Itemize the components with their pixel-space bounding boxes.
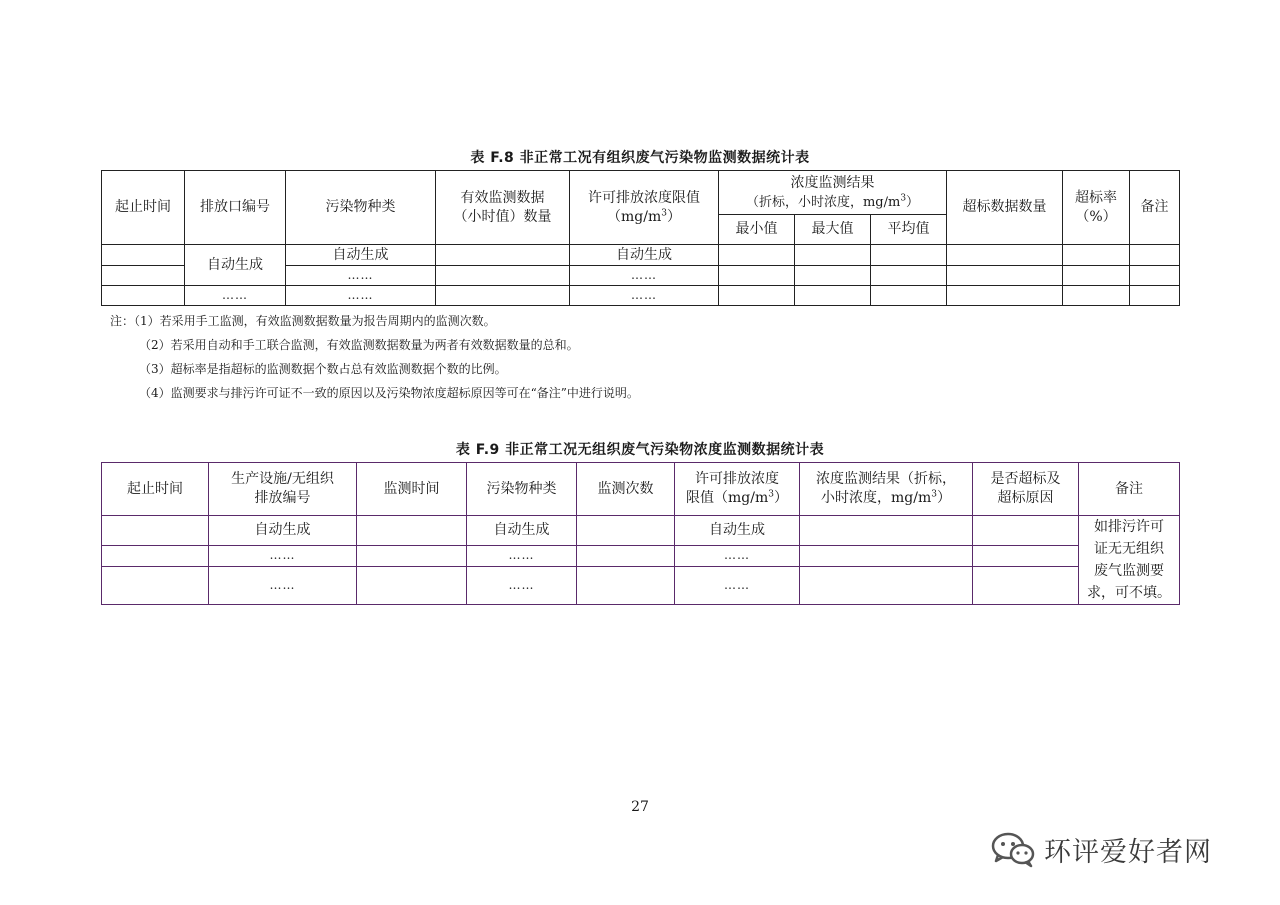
header-avg: 平均值 [871, 215, 947, 245]
header-exceed-rate [1063, 171, 1130, 245]
cell [436, 286, 570, 306]
cell [436, 245, 570, 266]
cell-outlet-auto: 自动生成 [185, 245, 286, 286]
header-valid-count-line2: （小时值）数量 [453, 208, 552, 225]
note-1: 注：（1）若采用手工监测，有效监测数据数量为报告周期内的监测次数。 [110, 314, 496, 328]
cell [871, 266, 947, 286]
cell [1063, 266, 1130, 286]
table-row [102, 516, 1180, 546]
cell-ellipsis: …… [209, 566, 357, 604]
header-facility [209, 463, 357, 516]
cell-ellipsis: …… [286, 286, 436, 306]
cell-ellipsis: …… [467, 566, 577, 604]
header-concentration-result [719, 171, 947, 215]
header-permit-limit-line2: 限值$(mg/m^3)$ [686, 489, 788, 506]
cell-limit-auto: 自动生成 [570, 245, 719, 266]
header-permit-limit-line2: $(mg/m^3)$ [607, 207, 681, 225]
cell-facility-auto: 自动生成 [209, 516, 357, 546]
cell [357, 545, 467, 566]
cell [719, 266, 795, 286]
remark-line3: 废气监测要 [1094, 563, 1164, 579]
header-pollutant-type: 污染物种类 [286, 171, 436, 245]
cell-ellipsis: …… [570, 266, 719, 286]
table-row [102, 566, 1180, 604]
header-exceed-count: 超标数据数量 [947, 171, 1063, 245]
cell [102, 245, 185, 266]
cell [1130, 266, 1180, 286]
remark-line2: 证无无组织 [1094, 541, 1164, 557]
remark-line4: 求，可不填。 [1087, 585, 1171, 601]
cell-ellipsis: …… [570, 286, 719, 306]
header-permit-limit-line1: 许可排放浓度限值 [588, 189, 700, 206]
cell [795, 266, 871, 286]
header-permit-limit-line1: 许可排放浓度 [695, 471, 779, 487]
table-row [102, 245, 1180, 266]
header-start-end-time: 起止时间 [102, 171, 185, 245]
cell [102, 545, 209, 566]
header-exceed-rate-line1: 超标率 [1075, 189, 1118, 206]
cell [871, 286, 947, 306]
cell [871, 245, 947, 266]
header-monitor-time: 监测时间 [357, 463, 467, 516]
note-2: （2）若采用自动和手工联合监测，有效监测数据数量为两者有效数据数量的总和。 [139, 338, 579, 352]
header-max: 最大值 [795, 215, 871, 245]
header-valid-count [436, 171, 570, 245]
watermark [990, 829, 1212, 869]
table-f9 [101, 462, 1180, 605]
header-remarks: 备注 [1130, 171, 1180, 245]
cell [973, 566, 1079, 604]
header-concentration-result [800, 463, 973, 516]
cell-ellipsis: …… [467, 545, 577, 566]
cell [102, 286, 185, 306]
header-facility-line1: 生产设施/无组织 [231, 471, 334, 487]
cell [719, 286, 795, 306]
cell [800, 566, 973, 604]
cell [800, 516, 973, 546]
wechat-icon [990, 830, 1036, 868]
header-exceed-line2: 超标原因 [997, 490, 1054, 506]
table-f8 [101, 170, 1180, 306]
cell [947, 245, 1063, 266]
header-exceed [973, 463, 1079, 516]
note-4: （4）监测要求与排污许可证不一致的原因以及污染物浓度超标原因等可在“备注”中进行说明。 [139, 386, 639, 400]
cell [357, 516, 467, 546]
table-f8-caption: 表 F.8 非正常工况有组织废气污染物监测数据统计表 [470, 150, 810, 166]
header-start-end-time: 起止时间 [102, 463, 209, 516]
remark-line1: 如排污许可 [1094, 519, 1164, 535]
cell [577, 566, 675, 604]
cell-ellipsis: …… [675, 545, 800, 566]
cell [800, 545, 973, 566]
header-concentration-line2: （折标，小时浓度，$mg/m^3$） [745, 193, 920, 210]
note-3: （3）超标率是指超标的监测数据个数占总有效监测数据个数的比例。 [139, 362, 507, 376]
header-valid-count-line1: 有效监测数据 [460, 189, 545, 206]
header-concentration-line1: 浓度监测结果（折标， [816, 471, 956, 487]
header-min: 最小值 [719, 215, 795, 245]
cell-pollutant-auto: 自动生成 [286, 245, 436, 266]
table-row [102, 286, 1180, 306]
cell [947, 266, 1063, 286]
cell [947, 286, 1063, 306]
header-outlet-id: 排放口编号 [185, 171, 286, 245]
header-concentration-line2: 小时浓度，$mg/m^3$） [821, 489, 951, 506]
cell-ellipsis: …… [286, 266, 436, 286]
watermark-text: 环评爱好者网 [1044, 836, 1212, 868]
cell-pollutant-auto: 自动生成 [467, 516, 577, 546]
cell [973, 545, 1079, 566]
header-permit-limit [675, 463, 800, 516]
table-row [102, 545, 1180, 566]
table-f9-caption: 表 F.9 非正常工况无组织废气污染物浓度监测数据统计表 [455, 442, 825, 458]
header-facility-line2: 排放编号 [254, 490, 311, 506]
page-number: 27 [631, 799, 649, 815]
cell [357, 566, 467, 604]
header-exceed-line1: 是否超标及 [990, 471, 1061, 487]
cell [1130, 245, 1180, 266]
cell [102, 266, 185, 286]
cell [1063, 286, 1130, 306]
cell [1130, 286, 1180, 306]
header-exceed-rate-line2: （%） [1075, 208, 1117, 225]
header-remarks: 备注 [1079, 463, 1180, 516]
header-monitor-count: 监测次数 [577, 463, 675, 516]
cell [577, 516, 675, 546]
cell-ellipsis: …… [185, 286, 286, 306]
table-f8-notes [110, 309, 639, 405]
cell [719, 245, 795, 266]
cell [102, 566, 209, 604]
cell [795, 245, 871, 266]
cell [577, 545, 675, 566]
cell [795, 286, 871, 306]
cell [973, 516, 1079, 546]
cell-limit-auto: 自动生成 [675, 516, 800, 546]
header-pollutant-type: 污染物种类 [467, 463, 577, 516]
cell [1063, 245, 1130, 266]
cell [436, 266, 570, 286]
cell-remark [1079, 516, 1180, 605]
cell [102, 516, 209, 546]
header-concentration-line1: 浓度监测结果 [790, 174, 875, 191]
header-permit-limit [570, 171, 719, 245]
cell-ellipsis: …… [209, 545, 357, 566]
cell-ellipsis: …… [675, 566, 800, 604]
